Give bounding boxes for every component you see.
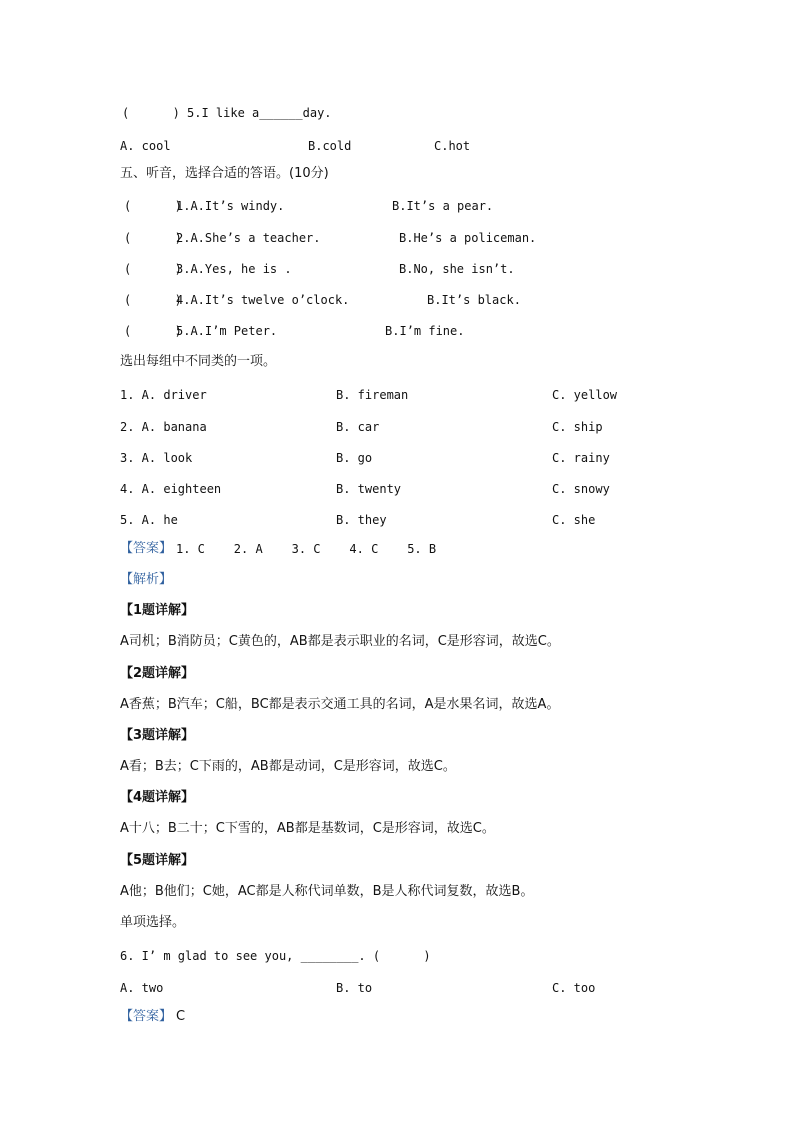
- option-c: C. too: [552, 981, 596, 995]
- listening-item: [0, 322, 794, 340]
- answer-tag: 【答案】: [120, 541, 173, 556]
- question-4-5: ( ) 5.I like a______day.: [122, 106, 332, 120]
- choice-b: B.No, she isn’t.: [399, 262, 515, 276]
- detail-text: A司机；B消防员；C黄色的，AB都是表示职业的名词，C是形容词，故选C。: [120, 634, 560, 649]
- answer-text: 1. C 2. A 3. C 4. C 5. B: [176, 542, 437, 556]
- col-b: B. they: [336, 513, 387, 527]
- col-a: 5. A. he: [120, 513, 178, 527]
- answer-paren: ( ): [124, 324, 182, 338]
- answer-paren: ( ): [124, 199, 182, 213]
- col-c: C. rainy: [552, 451, 610, 465]
- detail-title: 【4题详解】: [120, 790, 195, 805]
- col-c: C. ship: [552, 420, 603, 434]
- answer-paren: ( ): [124, 231, 182, 245]
- odd-row: [0, 511, 794, 529]
- col-b: B. go: [336, 451, 373, 465]
- detail-title: 【5题详解】: [120, 853, 195, 868]
- col-b: B. car: [336, 420, 380, 434]
- choice-a: 4.A.It’s twelve o’clock.: [176, 293, 350, 307]
- option-b: B.cold: [308, 139, 352, 153]
- analysis-tag: 【解析】: [120, 572, 173, 587]
- listening-item: [0, 229, 794, 247]
- col-c: C. yellow: [552, 388, 618, 402]
- detail-title: 【3题详解】: [120, 728, 195, 743]
- col-c: C. she: [552, 513, 596, 527]
- choice-b: B.He’s a policeman.: [399, 231, 537, 245]
- listening-item: [0, 260, 794, 278]
- col-b: B. fireman: [336, 388, 409, 402]
- question-6-options: [0, 979, 794, 997]
- odd-row: [0, 386, 794, 404]
- choice-b: B.I’m fine.: [385, 324, 465, 338]
- answer-paren: ( ): [124, 293, 182, 307]
- detail-text: A十八；B二十；C下雪的，AB都是基数词，C是形容词，故选C。: [120, 821, 495, 836]
- choice-b: B.It’s a pear.: [392, 199, 494, 213]
- col-a: 1. A. driver: [120, 388, 207, 402]
- answer-paren: ( ): [124, 262, 182, 276]
- col-c: C. snowy: [552, 482, 610, 496]
- option-a: A. cool: [120, 139, 171, 153]
- question-4-5-options: [0, 137, 794, 155]
- question-6: 6. I’ m glad to see you, ________. ( ): [120, 949, 431, 963]
- detail-title: 【2题详解】: [120, 666, 195, 681]
- choice-a: 5.A.I’m Peter.: [176, 324, 278, 338]
- listening-item: [0, 291, 794, 309]
- single-choice-heading: 单项选择。: [120, 915, 186, 930]
- odd-row: [0, 418, 794, 436]
- odd-one-out-heading: 选出每组中不同类的一项。: [120, 354, 277, 369]
- listening-item: [0, 197, 794, 215]
- answer-tag: 【答案】: [120, 1009, 173, 1024]
- col-a: 2. A. banana: [120, 420, 207, 434]
- col-a: 4. A. eighteen: [120, 482, 222, 496]
- detail-text: A香蕉；B汽车；C船，BC都是表示交通工具的名词，A是水果名词，故选A。: [120, 697, 560, 712]
- option-c: C.hot: [434, 139, 471, 153]
- choice-a: 2.A.She’s a teacher.: [176, 231, 321, 245]
- choice-b: B.It’s black.: [427, 293, 521, 307]
- answer-text: C: [176, 1009, 186, 1024]
- option-a: A. two: [120, 981, 164, 995]
- option-b: B. to: [336, 981, 373, 995]
- detail-text: A看；B去；C下雨的，AB都是动词，C是形容词，故选C。: [120, 759, 456, 774]
- answer-line: [0, 540, 794, 558]
- detail-title: 【1题详解】: [120, 603, 195, 618]
- odd-row: [0, 480, 794, 498]
- section-5-heading: 五、听音，选择合适的答语。(10分): [120, 166, 329, 181]
- odd-row: [0, 449, 794, 467]
- answer-line: [0, 1008, 794, 1026]
- col-b: B. twenty: [336, 482, 402, 496]
- col-a: 3. A. look: [120, 451, 193, 465]
- detail-text: A他；B他们；C她，AC都是人称代词单数，B是人称代词复数，故选B。: [120, 884, 534, 899]
- choice-a: 1.A.It’s windy.: [176, 199, 285, 213]
- choice-a: 3.A.Yes, he is .: [176, 262, 292, 276]
